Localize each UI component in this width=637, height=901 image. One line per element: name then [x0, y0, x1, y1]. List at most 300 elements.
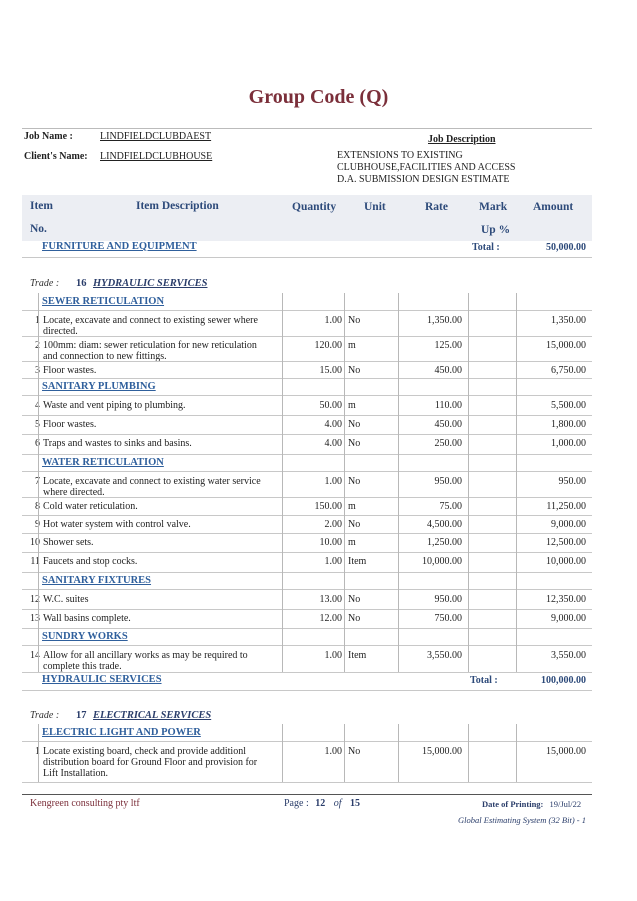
- job-box-top-border: [22, 128, 592, 129]
- column-header-description: Item Description: [136, 200, 219, 212]
- row-unit: Item: [348, 650, 367, 661]
- row-amount: 9,000.00: [551, 613, 586, 624]
- column-rule: [468, 497, 469, 515]
- row-quantity: 12.00: [319, 613, 342, 624]
- row-description: [43, 400, 279, 411]
- column-rule: [282, 336, 283, 361]
- row-item-number: 9: [35, 519, 40, 530]
- row-rate: 1,350.00: [427, 315, 462, 326]
- row-amount: 12,500.00: [546, 537, 586, 548]
- row-divider: [22, 515, 592, 516]
- column-rule: [38, 361, 39, 378]
- column-rule: [468, 311, 469, 336]
- footer-date-value: 19/Jul/22: [549, 799, 582, 809]
- column-header-item: Item: [30, 200, 53, 212]
- column-rule: [282, 552, 283, 572]
- row-description-line: Cold water reticulation.: [43, 501, 138, 512]
- trade-16-number: 16: [76, 278, 87, 289]
- trade-16-total-label: Total :: [470, 675, 498, 686]
- section-divider: [22, 589, 592, 590]
- row-item-number: 3: [35, 365, 40, 376]
- row-divider: [22, 336, 592, 337]
- column-rule: [344, 572, 345, 590]
- column-rule: [38, 472, 39, 497]
- section-heading: WATER RETICULATION: [42, 457, 164, 468]
- column-rule: [516, 533, 517, 552]
- column-rule: [344, 396, 345, 415]
- furniture-divider: [22, 257, 592, 258]
- section-heading: SANITARY PLUMBING: [42, 381, 156, 392]
- column-rule: [468, 515, 469, 533]
- row-rate: 15,000.00: [422, 746, 462, 757]
- footer-date: [482, 799, 581, 809]
- row-rate: 450.00: [434, 419, 462, 430]
- row-unit: No: [348, 476, 361, 487]
- row-quantity: 4.00: [324, 438, 342, 449]
- column-rule: [398, 378, 399, 396]
- row-amount: 10,000.00: [546, 556, 586, 567]
- row-amount: 6,750.00: [551, 365, 586, 376]
- row-description-line: Faucets and stop cocks.: [43, 556, 138, 567]
- row-divider: [22, 782, 592, 783]
- column-rule: [38, 646, 39, 672]
- column-rule: [344, 378, 345, 396]
- column-rule: [344, 497, 345, 515]
- column-rule: [282, 293, 283, 311]
- row-divider: [22, 361, 592, 362]
- row-amount: 1,800.00: [551, 419, 586, 430]
- row-rate: 1,250.00: [427, 537, 462, 548]
- column-rule: [398, 361, 399, 378]
- section-heading: ELECTRIC LIGHT AND POWER: [42, 727, 201, 738]
- row-divider: [22, 572, 592, 573]
- row-description: [43, 613, 279, 624]
- row-unit: No: [348, 419, 361, 430]
- column-rule: [398, 609, 399, 628]
- row-unit: No: [348, 438, 361, 449]
- column-rule: [38, 533, 39, 552]
- column-rule: [398, 415, 399, 434]
- row-rate: 250.00: [434, 438, 462, 449]
- column-rule: [516, 472, 517, 497]
- column-rule: [344, 361, 345, 378]
- row-description: [43, 519, 279, 530]
- row-divider: [22, 454, 592, 455]
- row-quantity: 15.00: [319, 365, 342, 376]
- row-amount: 950.00: [558, 476, 586, 487]
- group-furniture-and-equipment: FURNITURE AND EQUIPMENT: [42, 241, 197, 252]
- furniture-total-amount: 50,000.00: [546, 242, 586, 253]
- row-rate: 950.00: [434, 594, 462, 605]
- column-rule: [516, 497, 517, 515]
- row-unit: No: [348, 519, 361, 530]
- column-rule: [38, 454, 39, 472]
- column-rule: [38, 590, 39, 609]
- footer-page-label: Page :: [284, 798, 309, 809]
- column-rule: [38, 336, 39, 361]
- column-rule: [468, 415, 469, 434]
- row-unit: m: [348, 340, 356, 351]
- row-item-number: 14: [30, 650, 40, 661]
- row-quantity: 1.00: [324, 746, 342, 757]
- row-quantity: 50.00: [319, 400, 342, 411]
- column-rule: [344, 552, 345, 572]
- row-description-line: Waste and vent piping to plumbing.: [43, 400, 186, 411]
- row-description: [43, 340, 279, 362]
- column-rule: [38, 724, 39, 742]
- row-unit: m: [348, 501, 356, 512]
- column-rule: [38, 742, 39, 782]
- column-rule: [398, 742, 399, 782]
- row-rate: 3,550.00: [427, 650, 462, 661]
- client-name-value: LINDFIELDCLUBHOUSE: [100, 151, 213, 162]
- row-amount: 1,000.00: [551, 438, 586, 449]
- column-rule: [468, 396, 469, 415]
- column-rule: [516, 590, 517, 609]
- section-divider: [22, 645, 592, 646]
- row-rate: 110.00: [434, 400, 462, 411]
- column-rule: [344, 415, 345, 434]
- row-description-line: Shower sets.: [43, 537, 94, 548]
- column-rule: [344, 533, 345, 552]
- column-rule: [398, 336, 399, 361]
- column-rule: [38, 552, 39, 572]
- row-unit: m: [348, 537, 356, 548]
- footer-page-of: of: [333, 798, 342, 809]
- row-divider: [22, 378, 592, 379]
- row-amount: 15,000.00: [546, 340, 586, 351]
- column-rule: [344, 293, 345, 311]
- row-rate: 750.00: [434, 613, 462, 624]
- column-rule: [398, 472, 399, 497]
- row-rate: 4,500.00: [427, 519, 462, 530]
- client-name-label: Client's Name:: [24, 151, 88, 162]
- row-unit: Item: [348, 556, 367, 567]
- column-rule: [38, 628, 39, 646]
- row-description-line: Locate, excavate and connect to existing water service: [43, 476, 261, 487]
- column-rule: [516, 434, 517, 454]
- column-rule: [468, 472, 469, 497]
- column-rule: [344, 472, 345, 497]
- column-rule: [398, 311, 399, 336]
- row-description-line: Allow for all ancillary works as may be required to: [43, 650, 248, 661]
- column-rule: [282, 742, 283, 782]
- row-rate: 450.00: [434, 365, 462, 376]
- column-rule: [344, 628, 345, 646]
- column-rule: [398, 434, 399, 454]
- row-quantity: 1.00: [324, 476, 342, 487]
- section-divider: [22, 471, 592, 472]
- furniture-total-label: Total :: [472, 242, 500, 253]
- column-rule: [516, 293, 517, 311]
- row-description-line: Locate, excavate and connect to existing sewer where: [43, 315, 258, 326]
- column-header-quantity: Quantity: [292, 201, 337, 213]
- job-description-line-1: EXTENSIONS TO EXISTING: [337, 150, 463, 161]
- row-description: [43, 556, 279, 567]
- row-description: [43, 315, 279, 337]
- row-description-line: Wall basins complete.: [43, 613, 131, 624]
- section-divider: [22, 395, 592, 396]
- row-quantity: 10.00: [319, 537, 342, 548]
- row-unit: m: [348, 400, 356, 411]
- trade-16-total-divider: [22, 690, 592, 691]
- row-item-number: 7: [35, 476, 40, 487]
- row-description-line: complete this trade.: [43, 661, 122, 672]
- column-rule: [344, 336, 345, 361]
- column-rule: [344, 646, 345, 672]
- column-rule: [468, 609, 469, 628]
- column-header-markup: Up %: [481, 224, 511, 236]
- column-rule: [344, 434, 345, 454]
- row-description-line: W.C. suites: [43, 594, 89, 605]
- row-rate: 950.00: [434, 476, 462, 487]
- column-rule: [516, 378, 517, 396]
- column-rule: [344, 311, 345, 336]
- column-rule: [516, 609, 517, 628]
- job-name-label: Job Name :: [24, 131, 73, 142]
- trade-17-label: Trade :: [30, 710, 60, 721]
- column-rule: [38, 396, 39, 415]
- row-quantity: 120.00: [314, 340, 342, 351]
- row-amount: 12,350.00: [546, 594, 586, 605]
- row-item-number: 11: [30, 556, 40, 567]
- column-rule: [398, 293, 399, 311]
- row-unit: No: [348, 594, 361, 605]
- column-rule: [282, 378, 283, 396]
- footer-company: Kengreen consulting pty ltf: [30, 798, 140, 809]
- section-heading: SEWER RETICULATION: [42, 296, 165, 307]
- column-rule: [398, 552, 399, 572]
- footer-page: [284, 798, 360, 809]
- column-header-no: No.: [30, 223, 47, 235]
- job-description-label: Job Description: [428, 134, 496, 145]
- column-rule: [468, 742, 469, 782]
- row-item-number: 12: [30, 594, 40, 605]
- row-amount: 11,250.00: [546, 501, 586, 512]
- row-unit: No: [348, 315, 361, 326]
- column-rule: [282, 396, 283, 415]
- row-description-line: Floor wastes.: [43, 365, 97, 376]
- row-description: [43, 419, 279, 430]
- row-description-line: Traps and wastes to sinks and basins.: [43, 438, 192, 449]
- column-header-amount: Amount: [533, 201, 574, 213]
- row-description-line: directed.: [43, 326, 78, 337]
- row-description: [43, 501, 279, 512]
- row-item-number: 4: [35, 400, 40, 411]
- row-item-number: 1: [35, 746, 40, 757]
- row-description: [43, 746, 279, 779]
- column-rule: [468, 454, 469, 472]
- trade-16-name: HYDRAULIC SERVICES: [93, 278, 208, 289]
- column-rule: [516, 515, 517, 533]
- footer-page-number: 12: [315, 798, 326, 809]
- column-rule: [468, 361, 469, 378]
- column-rule: [468, 628, 469, 646]
- column-rule: [282, 646, 283, 672]
- job-name-value: LINDFIELDCLUBDAEST: [100, 131, 212, 142]
- column-rule: [516, 454, 517, 472]
- footer-rule: [22, 794, 592, 795]
- column-rule: [344, 609, 345, 628]
- row-quantity: 1.00: [324, 556, 342, 567]
- row-unit: No: [348, 746, 361, 757]
- row-unit: No: [348, 613, 361, 624]
- job-description-line-2: CLUBHOUSE,FACILITIES AND ACCESS: [337, 162, 516, 173]
- column-rule: [282, 415, 283, 434]
- row-description: [43, 537, 279, 548]
- row-amount: 9,000.00: [551, 519, 586, 530]
- column-rule: [468, 378, 469, 396]
- footer-system: Global Estimating System (32 Bit) - 1: [458, 815, 586, 825]
- column-header-rate: Rate: [425, 201, 448, 213]
- column-rule: [516, 742, 517, 782]
- column-rule: [38, 434, 39, 454]
- column-rule: [468, 293, 469, 311]
- column-rule: [38, 515, 39, 533]
- row-rate: 125.00: [434, 340, 462, 351]
- row-divider: [22, 533, 592, 534]
- column-rule: [282, 361, 283, 378]
- column-rule: [398, 533, 399, 552]
- column-rule: [468, 552, 469, 572]
- row-quantity: 1.00: [324, 315, 342, 326]
- column-rule: [398, 572, 399, 590]
- column-rule: [344, 454, 345, 472]
- column-rule: [282, 628, 283, 646]
- footer-date-label: Date of Printing:: [482, 799, 544, 809]
- trade-16-total-amount: 100,000.00: [541, 675, 586, 686]
- row-item-number: 5: [35, 419, 40, 430]
- column-rule: [516, 336, 517, 361]
- column-header-mark: Mark: [479, 201, 508, 213]
- trade-17-name: ELECTRICAL SERVICES: [93, 710, 212, 721]
- footer-page-total: 15: [350, 798, 360, 809]
- row-item-number: 8: [35, 501, 40, 512]
- column-rule: [344, 724, 345, 742]
- row-item-number: 13: [30, 613, 40, 624]
- column-rule: [282, 609, 283, 628]
- column-rule: [38, 609, 39, 628]
- column-rule: [38, 497, 39, 515]
- row-quantity: 1.00: [324, 650, 342, 661]
- column-rule: [398, 497, 399, 515]
- column-rule: [282, 434, 283, 454]
- row-amount: 1,350.00: [551, 315, 586, 326]
- column-rule: [516, 396, 517, 415]
- column-rule: [282, 515, 283, 533]
- row-rate: 10,000.00: [422, 556, 462, 567]
- row-rate: 75.00: [439, 501, 462, 512]
- column-rule: [38, 572, 39, 590]
- row-quantity: 2.00: [324, 519, 342, 530]
- section-heading: SANITARY FIXTURES: [42, 575, 152, 586]
- row-description: [43, 476, 279, 498]
- row-description-line: Lift Installation.: [43, 768, 108, 779]
- row-item-number: 2: [35, 340, 40, 351]
- column-rule: [282, 497, 283, 515]
- column-rule: [398, 724, 399, 742]
- column-rule: [516, 572, 517, 590]
- row-description-line: Hot water system with control valve.: [43, 519, 191, 530]
- column-rule: [398, 515, 399, 533]
- column-rule: [468, 590, 469, 609]
- column-rule: [282, 590, 283, 609]
- column-rule: [398, 590, 399, 609]
- row-unit: No: [348, 365, 361, 376]
- row-description-line: Locate existing board, check and provide additionl: [43, 746, 246, 757]
- column-rule: [468, 336, 469, 361]
- section-heading: SUNDRY WORKS: [42, 631, 128, 642]
- column-rule: [344, 515, 345, 533]
- trade-16-total-name: HYDRAULIC SERVICES: [42, 674, 162, 685]
- section-divider: [22, 310, 592, 311]
- row-description-line: 100mm: diam: sewer reticulation for new reticulation: [43, 340, 257, 351]
- row-description: [43, 365, 279, 376]
- column-rule: [38, 311, 39, 336]
- row-description-line: and connection to new fittings.: [43, 351, 167, 362]
- row-amount: 3,550.00: [551, 650, 586, 661]
- column-rule: [516, 361, 517, 378]
- row-quantity: 150.00: [314, 501, 342, 512]
- section-divider: [22, 741, 592, 742]
- row-description-line: distribution board for Ground Floor and provision for: [43, 757, 258, 768]
- column-rule: [516, 724, 517, 742]
- row-divider: [22, 497, 592, 498]
- row-divider: [22, 415, 592, 416]
- row-description-line: where directed.: [43, 487, 105, 498]
- row-description-line: Floor wastes.: [43, 419, 97, 430]
- column-rule: [468, 533, 469, 552]
- column-rule: [282, 724, 283, 742]
- row-item-number: 6: [35, 438, 40, 449]
- column-rule: [38, 293, 39, 311]
- job-description-line-3: D.A. SUBMISSION DESIGN ESTIMATE: [337, 174, 510, 185]
- column-rule: [516, 552, 517, 572]
- trade-17-number: 17: [76, 710, 87, 721]
- column-rule: [344, 742, 345, 782]
- column-rule: [282, 454, 283, 472]
- column-rule: [38, 378, 39, 396]
- page-title: Group Code (Q): [248, 86, 389, 108]
- column-rule: [398, 454, 399, 472]
- column-header-unit: Unit: [364, 201, 386, 213]
- row-amount: 15,000.00: [546, 746, 586, 757]
- row-item-number: 1: [35, 315, 40, 326]
- row-divider: [22, 609, 592, 610]
- row-divider: [22, 552, 592, 553]
- row-description: [43, 594, 279, 605]
- column-rule: [398, 396, 399, 415]
- column-rule: [516, 415, 517, 434]
- column-rule: [516, 646, 517, 672]
- column-rule: [468, 434, 469, 454]
- column-rule: [398, 628, 399, 646]
- column-rule: [398, 646, 399, 672]
- row-item-number: 10: [30, 537, 40, 548]
- row-quantity: 13.00: [319, 594, 342, 605]
- row-amount: 5,500.00: [551, 400, 586, 411]
- column-rule: [468, 646, 469, 672]
- column-rule: [282, 572, 283, 590]
- row-description: [43, 438, 279, 449]
- column-rule: [38, 415, 39, 434]
- column-rule: [282, 472, 283, 497]
- column-rule: [468, 572, 469, 590]
- trade-16-label: Trade :: [30, 278, 60, 289]
- row-divider: [22, 628, 592, 629]
- column-rule: [282, 533, 283, 552]
- column-rule: [282, 311, 283, 336]
